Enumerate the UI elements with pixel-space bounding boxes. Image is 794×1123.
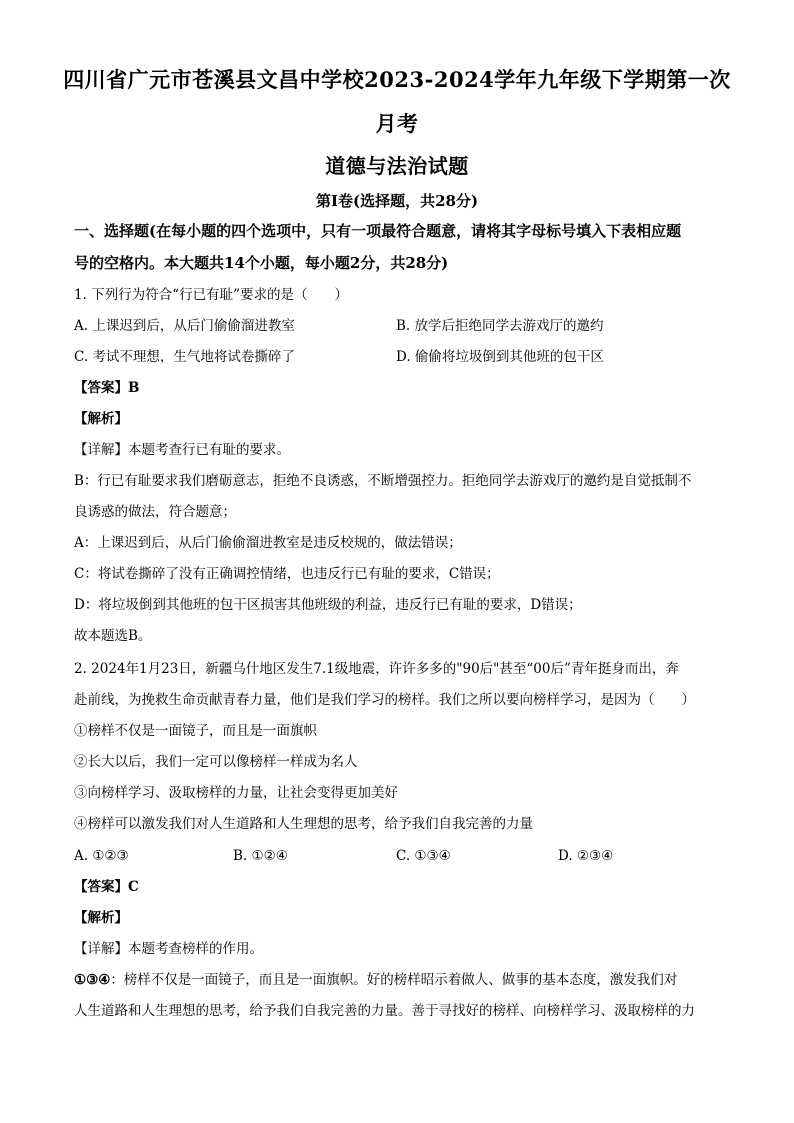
document-title-line1: 四川省广元市苍溪县文昌中学校2023-2024学年九年级下学期第一次: [63, 67, 731, 92]
subject-title: 道德与法治试题: [325, 154, 469, 178]
question-1-conclusion: 故本题选B。: [74, 628, 152, 644]
question-2-option-d: D. ②③④: [558, 848, 614, 864]
question-2-item: ②长大以后，我们一定可以像榜样一样成为名人: [74, 754, 358, 770]
question-1-explain-line: C：将试卷撕碎了没有正确调控情绪，也违反行已有耻的要求，C错误；: [74, 566, 500, 582]
part-heading: 第Ⅰ卷(选择题，共28分): [315, 192, 479, 210]
section-heading-line1: 一、选择题(在每小题的四个选项中，只有一项最符合题意，请将其字母标号填入下表相应题: [74, 222, 682, 240]
question-1-detail: 【详解】本题考查行已有耻的要求。: [74, 442, 290, 458]
question-2-item: ①榜样不仅是一面镜子，而且是一面旗帜: [74, 723, 317, 739]
question-1-explain-line: D：将垃圾倒到其他班的包干区损害其他班级的利益，违反行已有耻的要求，D错误；: [74, 597, 582, 613]
question-1-answer: 【答案】B: [74, 380, 140, 396]
section-heading-line2: 号的空格内。本大题共14个小题，每小题2分，共28分): [74, 254, 449, 272]
question-2-explain-line2: 人生道路和人生理想的思考，给予我们自我完善的力量。善于寻找好的榜样、向榜样学习、汲取榜样的力: [74, 1003, 695, 1019]
question-1-option-d: D. 偷偷将垃圾倒到其他班的包干区: [396, 349, 604, 365]
question-2-explain-lead: ①③④: [74, 972, 111, 988]
question-2-option-a: A. ①②③: [74, 848, 129, 864]
question-2-explain-line1: [74, 970, 677, 990]
question-2-answer: 【答案】C: [74, 879, 139, 895]
question-2-item: ③向榜样学习、汲取榜样的力量，让社会变得更加美好: [74, 785, 398, 801]
question-2-stem-line2: 赴前线，为挽救生命贡献青春力量，他们是我们学习的榜样。我们之所以要向榜样学习，是因为（ ）: [74, 692, 695, 708]
question-2-option-b: B. ①②④: [233, 848, 288, 864]
question-1-option-c: C. 考试不理想，生气地将试卷撕碎了: [74, 349, 295, 365]
question-2-detail: 【详解】本题考查榜样的作用。: [74, 941, 263, 957]
question-2-item: ④榜样可以激发我们对人生道路和人生理想的思考，给予我们自我完善的力量: [74, 816, 533, 832]
question-1-explain-line: 良诱惑的做法，符合题意；: [74, 504, 236, 520]
question-1-stem: 1. 下列行为符合“行已有耻”要求的是（ ）: [74, 287, 348, 303]
question-1-analysis-label: 【解析】: [74, 411, 128, 427]
question-2-analysis-label: 【解析】: [74, 910, 128, 926]
question-2-explain-text: ：榜样不仅是一面镜子，而且是一面旗帜。好的榜样昭示着做人、做事的基本态度，激发我们对: [110, 972, 678, 988]
question-1-option-b: B. 放学后拒绝同学去游戏厅的邀约: [396, 318, 604, 334]
question-1-explain-line: A：上课迟到后，从后门偷偷溜进教室是违反校规的，做法错误；: [74, 535, 462, 551]
question-2-option-c: C. ①③④: [396, 848, 451, 864]
question-1-explain-line: B：行已有耻要求我们磨砺意志，拒绝不良诱惑，不断增强控力。拒绝同学去游戏厅的邀约是自觉抵制不: [74, 473, 692, 489]
document-title-line2: 月考: [375, 111, 419, 136]
question-1-option-a: A. 上课迟到后，从后门偷偷溜进教室: [74, 318, 295, 334]
question-2-stem-line1: 2. 2024年1月23日，新疆乌什地区发生7.1级地震，许许多多的"90后"甚至“00后”青年挺身而出，奔: [74, 661, 679, 677]
